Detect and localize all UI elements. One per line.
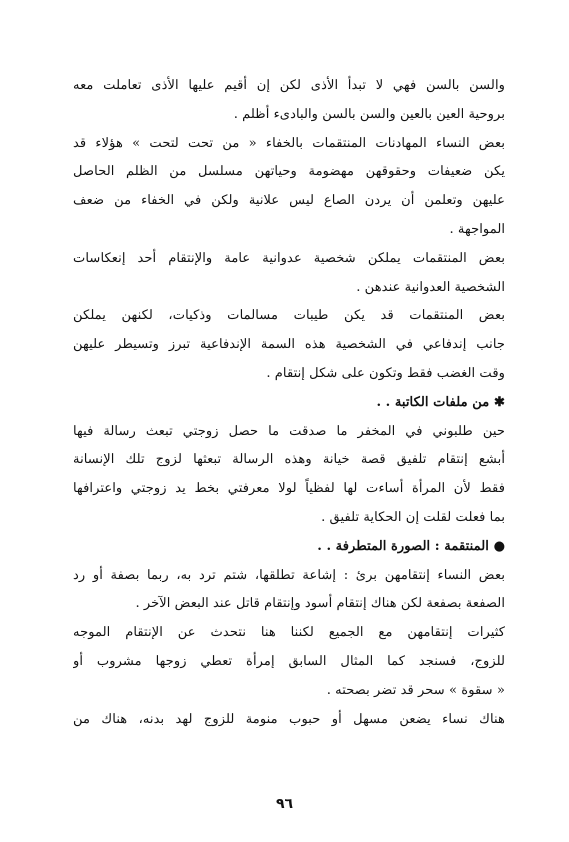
text-line: بروحية العين بالعين والسن بالسن والبادىء أظلم . <box>233 106 505 122</box>
text-line: بعض النساء إنتقامهن برئ : إشاعة تطلقها، شتم ترد به، ربما بصفة أو رد <box>73 567 505 583</box>
section-heading: ✱ من ملفات الكاتبة . . <box>376 394 505 410</box>
text-line: والسن بالسن فهي لا تبدأ الأذى لكن إن أقيم عليها الأذى تعاملت معه <box>73 78 505 93</box>
page-number: ٩٦ <box>275 796 294 812</box>
text-line: بما فعلت لقلت إن الحكاية تلفيق . <box>321 509 505 525</box>
text-line: كثيرات إنتقامهن مع الجميع لكننا هنا نتحدث عن الإنتقام الموجه <box>73 625 505 641</box>
text-line: المواجهة . <box>449 221 505 237</box>
page-body <box>73 72 505 734</box>
text-line: يكن ضعيفات وحقوقهن مهضومة وحياتهن مسلسل من الظلم الحاصل <box>73 164 505 180</box>
text-line: بعض المنتقمات قد يكن طيبات مسالمات وذكيات، لكنهن يملكن <box>73 308 505 324</box>
text-line: هناك نساء يضعن مسهل أو حبوب منومة للزوج لهد بدنه، هناك من <box>73 711 505 727</box>
text-line: الشخصية العدوانية عندهن . <box>356 279 505 295</box>
section-heading: ● المنتقمة : الصورة المتطرفة . . <box>317 538 505 554</box>
text-line: الصفعة بصفعة لكن هناك إنتقام أسود وإنتقام قاتل عند البعض الآخر . <box>135 596 505 612</box>
text-line: بعض النساء المهادنات المنتقمات بالخفاء « من تحت لتحت » هؤلاء قد <box>73 135 505 151</box>
text-line: فقط لأن المرأة أساءت لها لفظياً لولا معرفتي بخط يد زوجتي واعترافها <box>73 481 505 497</box>
text-line: عليهن وتعلمن أن يردن الصاع ليس علانية ولكن في الخفاء من ضعف <box>73 193 505 209</box>
text-line: للزوج، فسنجد كما المثال السابق إمرأة تعطي زوجها مشروب أو <box>73 653 505 669</box>
text-line: بعض المنتقمات يملكن شخصية عدوانية عامة والإنتقام أحد إنعكاسات <box>73 250 505 266</box>
text-line: جانب إندفاعي في الشخصية هذه السمة الإندفاعية تبرز وتسيطر عليهن <box>73 337 505 353</box>
text-line: أبشع إنتقام تلفيق قصة خيانة وهذه الرسالة تبعثها لزوج تلك الإنسانة <box>73 452 505 468</box>
text-line: « سقوة » سحر قد تضر بصحته . <box>326 682 505 698</box>
text-line: حين طلبوني في المخفر ما صدقت ما حصل زوجتي تبعث رسالة فيها <box>73 423 505 439</box>
text-line: وقت الغضب فقط وتكون على شكل إنتقام . <box>266 365 505 381</box>
